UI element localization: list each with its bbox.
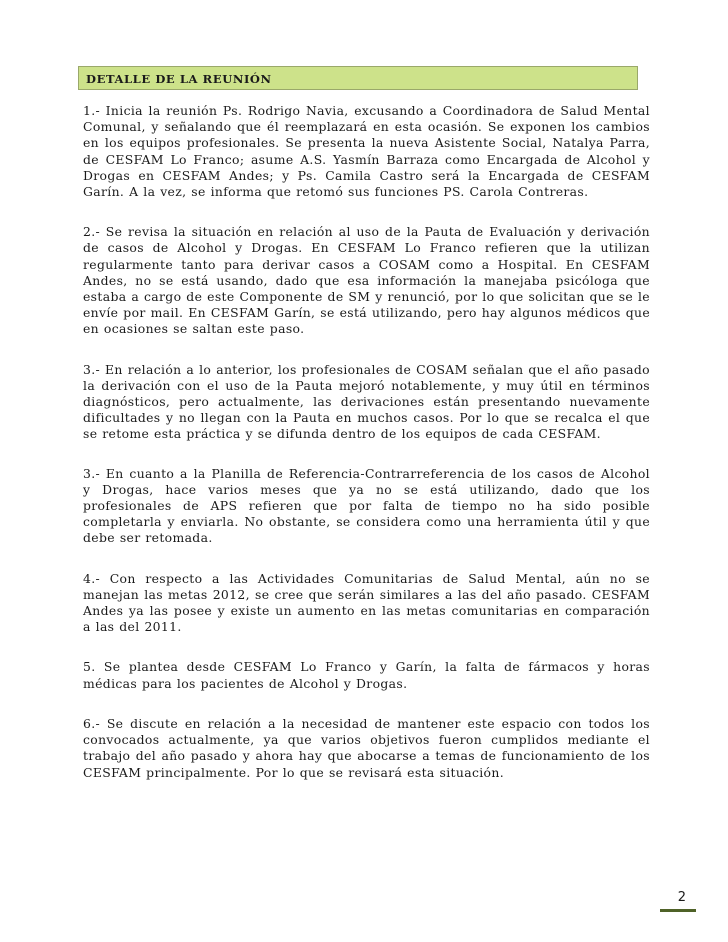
paragraph-4: 4.- Con respecto a las Actividades Comunitarias de Salud Mental, aún no se manejan las metas 2012, se cree que serán similares a las del año pasado. CESFAM Andes ya las posee y existe un aumento en las metas comunitarias en comparación a las del 2011.	[83, 570, 650, 635]
paragraph-2: 2.- Se revisa la situación en relación al uso de la Pauta de Evaluación y derivación de casos de Alcohol y Drogas. En CESFAM Lo Franco refieren que la utilizan regularmente tanto para derivar casos a COSAM como a Hospital. En CESFAM Andes, no se está usando, dado que esa información la manejaba psicóloga que estaba a cargo de este Componente de SM y renunció, por lo que solicitan que se le envíe por mail. En CESFAM Garín, se está utilizando, pero hay algunos médicos que en ocasiones se saltan este paso.	[83, 224, 650, 337]
paragraph-3: 3.- En relación a lo anterior, los profesionales de COSAM señalan que el año pasado la derivación con el uso de la Pauta mejoró notablemente, y muy útil en términos diagnósticos, pero actualmente, las derivaciones están presentando nuevamente dificultades y no llegan con la Pauta en muchos casos. Por lo que se recalca el que se retome esta práctica y se difunda dentro de los equipos de cada CESFAM.	[83, 361, 650, 442]
paragraph-3b: 3.- En cuanto a la Planilla de Referencia-Contrarreferencia de los casos de Alcohol y Drogas, hace varios meses que ya no se está utilizando, dado que los profesionales de APS refieren que por falta de tiempo no ha sido posible completarla y enviarla. No obstante, se considera como una herramienta útil y que debe ser retomada.	[83, 465, 650, 546]
paragraph-5: 5. Se plantea desde CESFAM Lo Franco y Garín, la falta de fármacos y horas médicas para los pacientes de Alcohol y Drogas.	[83, 659, 650, 691]
paragraph-6: 6.- Se discute en relación a la necesidad de mantener este espacio con todos los convocados actualmente, ya que varios objetivos fueron cumplidos mediante el trabajo del año pasado y ahora hay que abocarse a temas de funcionamiento de los CESFAM principalmente. Por lo que se revisará esta situación.	[83, 715, 650, 780]
section-header	[78, 66, 638, 90]
document-body	[83, 103, 650, 781]
section-title: DETALLE DE LA REUNIÓN	[86, 72, 272, 86]
page-number: 2	[677, 890, 686, 905]
page-number-box	[660, 888, 696, 912]
paragraph-1: 1.- Inicia la reunión Ps. Rodrigo Navia, excusando a Coordinadora de Salud Mental Comunal, y señalando que él reemplazará en esta ocasión. Se exponen los cambios en los equipos profesionales. Se presenta la nueva Asistente Social, Natalya Parra, de CESFAM Lo Franco; asume A.S. Yasmín Barraza como Encargada de Alcohol y Drogas en CESFAM Andes; y Ps. Camila Castro será la Encargada de CESFAM Garín. A la vez, se informa que retomó sus funciones PS. Carola Contreras.	[83, 103, 650, 200]
